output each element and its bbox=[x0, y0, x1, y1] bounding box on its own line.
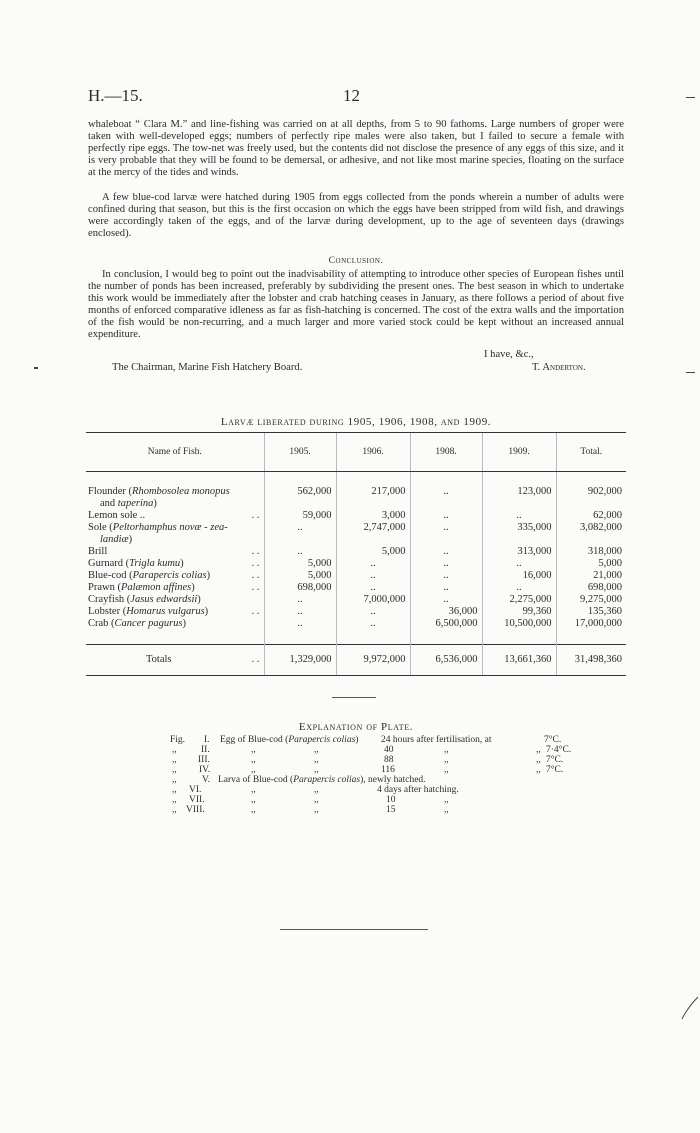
value-1905: .. bbox=[264, 606, 336, 618]
column-header: Total. bbox=[556, 433, 626, 472]
fig-timing: 88 bbox=[384, 755, 394, 765]
value-1905: .. bbox=[264, 522, 336, 546]
value-1906: 7,000,000 bbox=[336, 594, 410, 606]
value-total: 135,360 bbox=[556, 606, 626, 618]
fig-description: Larva of Blue-cod (Parapercis colias), newly hatched. bbox=[218, 775, 426, 785]
divider bbox=[280, 929, 428, 930]
larvae-table bbox=[86, 432, 626, 676]
fig-number: II. bbox=[201, 745, 210, 755]
ditto-mark: ,, bbox=[314, 785, 319, 795]
value-1906: 217,000 bbox=[336, 486, 410, 510]
value-1909: 2,275,000 bbox=[482, 594, 556, 606]
ditto-mark: ,, bbox=[314, 755, 319, 765]
value-1906: .. bbox=[336, 582, 410, 594]
fish-name: Sole (Peltorhamphus novæ - zea- landiæ) bbox=[88, 522, 228, 545]
ditto-mark: ,, bbox=[251, 755, 256, 765]
ditto-mark: ,, bbox=[251, 745, 256, 755]
fish-name: Prawn (Palæmon affines) . . bbox=[88, 582, 260, 593]
total-1906: 9,972,000 bbox=[336, 645, 410, 676]
value-total: 318,000 bbox=[556, 546, 626, 558]
ditto-mark: ,, bbox=[172, 785, 177, 795]
fig-timing: 15 bbox=[386, 805, 396, 815]
table-header-row bbox=[86, 433, 626, 472]
value-total: 62,000 bbox=[556, 510, 626, 522]
scan-mark bbox=[686, 372, 695, 373]
value-total: 17,000,000 bbox=[556, 618, 626, 630]
total-1909: 13,661,360 bbox=[482, 645, 556, 676]
fig-label: Fig. bbox=[170, 735, 186, 745]
column-header: 1908. bbox=[410, 433, 482, 472]
ditto-mark: ,, bbox=[536, 765, 541, 775]
ditto-mark: ,, bbox=[172, 745, 177, 755]
fig-timing: 10 bbox=[386, 795, 396, 805]
ditto-mark: ,, bbox=[172, 755, 177, 765]
body-paragraph: A few blue-cod larvæ were hatched during 1905 from eggs collected from the ponds wherein a number of adults were confined during that season, but this is the first occasion on which the eggs have been stripped from wild fish, and drawings were accordingly taken of the eggs, and of the larvæ during development, up to the age of seventeen days (drawings enclosed). bbox=[88, 192, 624, 240]
fish-name: Lemon sole .. . . bbox=[88, 510, 260, 521]
value-1908: .. bbox=[410, 486, 482, 510]
value-1908: .. bbox=[410, 582, 482, 594]
divider bbox=[332, 697, 376, 698]
fig-timing: 116 bbox=[381, 765, 395, 775]
fig-temperature: 7°C. bbox=[546, 765, 564, 775]
column-header: 1909. bbox=[482, 433, 556, 472]
ditto-mark: ,, bbox=[251, 805, 256, 815]
ditto-mark: ,, bbox=[251, 785, 256, 795]
page-number: 12 bbox=[343, 86, 360, 105]
column-header: Name of Fish. bbox=[86, 433, 264, 472]
value-1909: 99,360 bbox=[482, 606, 556, 618]
value-1908: 36,000 bbox=[410, 606, 482, 618]
document-series-code: H.—15. bbox=[88, 86, 143, 105]
value-total: 3,082,000 bbox=[556, 522, 626, 546]
value-1906: 5,000 bbox=[336, 546, 410, 558]
fig-description: Egg of Blue-cod (Parapercis colias) bbox=[220, 735, 359, 745]
ditto-mark: ,, bbox=[172, 775, 177, 785]
grand-total: 31,498,360 bbox=[556, 645, 626, 676]
scan-mark bbox=[686, 97, 695, 98]
total-1908: 6,536,000 bbox=[410, 645, 482, 676]
fig-number: V. bbox=[202, 775, 211, 785]
fig-temperature: 7°C. bbox=[544, 735, 562, 745]
addressee: The Chairman, Marine Fish Hatchery Board. bbox=[112, 362, 303, 373]
value-1909: .. bbox=[482, 582, 556, 594]
value-total: 698,000 bbox=[556, 582, 626, 594]
table-row bbox=[86, 546, 626, 558]
ditto-mark: ,, bbox=[314, 745, 319, 755]
ditto-mark: ,, bbox=[314, 765, 319, 775]
fig-number: III. bbox=[198, 755, 210, 765]
fish-name: Blue-cod (Parapercis colias) . . bbox=[88, 570, 260, 581]
body-paragraph: whaleboat “ Clara M.” and line-fishing was carried on at all depths, from 5 to 90 fathoms. Large numbers of groper were taken with well-developed eggs; numbers of perfectly ripe males were also taken, but I failed to secure a female with perfectly ripe eggs. The tow-net was freely used, but the contents did not disclose the presence of any eggs of this size, and it is very probable that they will be found to be demersal, or adhesive, and not like most marine species, floating on the surface at the mercy of the tides and winds. bbox=[88, 119, 624, 179]
section-heading: Conclusion. bbox=[328, 256, 384, 266]
table-title: Larvæ liberated during 1905, 1906, 1908, and 1909. bbox=[220, 416, 492, 428]
value-1906: .. bbox=[336, 618, 410, 630]
value-1906: .. bbox=[336, 558, 410, 570]
ditto-mark: ,, bbox=[444, 805, 449, 815]
value-total: 5,000 bbox=[556, 558, 626, 570]
fish-name: Lobster (Homarus vulgarus) . . bbox=[88, 606, 260, 617]
value-1905: 5,000 bbox=[264, 570, 336, 582]
totals-row bbox=[86, 645, 626, 676]
fish-name: Gurnard (Trigla kumu) . . bbox=[88, 558, 260, 569]
table-row bbox=[86, 618, 626, 630]
fig-timing: 24 hours after fertilisation, at bbox=[381, 735, 492, 745]
value-1905: 59,000 bbox=[264, 510, 336, 522]
fig-temperature: 7·4°C. bbox=[546, 745, 572, 755]
value-1909: 313,000 bbox=[482, 546, 556, 558]
fig-number: VIII. bbox=[186, 805, 205, 815]
ditto-mark: ,, bbox=[536, 745, 541, 755]
column-header: 1905. bbox=[264, 433, 336, 472]
value-total: 9,275,000 bbox=[556, 594, 626, 606]
totals-label: Totals . . bbox=[86, 645, 264, 676]
body-paragraph: In conclusion, I would beg to point out the inadvisability of attempting to introduce other species of European fishes until the number of ponds has been increased, preferably by subdividing the present ones. The best season in which to undertake this work would be immediately after the lobster and crab hatching ceases in January, as there follows a period of about five months of enforced comparative idleness as far as fish-hatching is concerned. The cost of the extra walls and the importation of the fish would be non-recurring, and a much larger and more varied stock could be kept without an increased annual expenditure. bbox=[88, 269, 624, 341]
value-1905: 562,000 bbox=[264, 486, 336, 510]
fish-name: Flounder (Rhombosolea monopus and taperina) bbox=[88, 486, 230, 509]
value-1906: 3,000 bbox=[336, 510, 410, 522]
fig-number: VI. bbox=[189, 785, 202, 795]
closing: I have, &c., bbox=[484, 349, 534, 360]
ditto-mark: ,, bbox=[172, 795, 177, 805]
value-1906: 2,747,000 bbox=[336, 522, 410, 546]
value-1909: .. bbox=[482, 558, 556, 570]
scan-mark bbox=[34, 367, 38, 369]
ditto-mark: ,, bbox=[444, 755, 449, 765]
value-1905: 698,000 bbox=[264, 582, 336, 594]
ditto-mark: ,, bbox=[314, 805, 319, 815]
value-1908: .. bbox=[410, 594, 482, 606]
value-1905: .. bbox=[264, 594, 336, 606]
value-1906: .. bbox=[336, 570, 410, 582]
ditto-mark: ,, bbox=[444, 795, 449, 805]
fig-number: VII. bbox=[189, 795, 205, 805]
fig-temperature: 7°C. bbox=[546, 755, 564, 765]
ditto-mark: ,, bbox=[444, 745, 449, 755]
value-total: 21,000 bbox=[556, 570, 626, 582]
value-1909: 335,000 bbox=[482, 522, 556, 546]
fig-number: IV. bbox=[199, 765, 211, 775]
value-1905: .. bbox=[264, 546, 336, 558]
fish-name: Crab (Cancer pagurus) bbox=[88, 618, 187, 629]
table-row bbox=[86, 510, 626, 522]
value-1908: .. bbox=[410, 558, 482, 570]
value-1908: .. bbox=[410, 522, 482, 546]
table-row bbox=[86, 486, 626, 510]
value-1908: .. bbox=[410, 546, 482, 558]
ditto-mark: ,, bbox=[444, 765, 449, 775]
table-row bbox=[86, 594, 626, 606]
table-row bbox=[86, 582, 626, 594]
total-1905: 1,329,000 bbox=[264, 645, 336, 676]
value-1909: 10,500,000 bbox=[482, 618, 556, 630]
value-1909: .. bbox=[482, 510, 556, 522]
table-row bbox=[86, 558, 626, 570]
scan-mark bbox=[680, 995, 700, 1021]
value-1906: .. bbox=[336, 606, 410, 618]
value-1909: 16,000 bbox=[482, 570, 556, 582]
table-row bbox=[86, 606, 626, 618]
fish-name: Crayfish (Jasus edwardsii) bbox=[88, 594, 201, 605]
ditto-mark: ,, bbox=[251, 765, 256, 775]
value-1905: .. bbox=[264, 618, 336, 630]
ditto-mark: ,, bbox=[314, 795, 319, 805]
value-1908: .. bbox=[410, 570, 482, 582]
value-1908: .. bbox=[410, 510, 482, 522]
value-1905: 5,000 bbox=[264, 558, 336, 570]
fig-timing: 40 bbox=[384, 745, 394, 755]
ditto-mark: ,, bbox=[172, 805, 177, 815]
value-total: 902,000 bbox=[556, 486, 626, 510]
ditto-mark: ,, bbox=[251, 795, 256, 805]
table-row bbox=[86, 522, 626, 546]
value-1909: 123,000 bbox=[482, 486, 556, 510]
table-row bbox=[86, 570, 626, 582]
fig-timing: 4 days after hatching. bbox=[377, 785, 459, 795]
fish-name: Brill . . bbox=[88, 546, 260, 557]
column-header: 1906. bbox=[336, 433, 410, 472]
ditto-mark: ,, bbox=[536, 755, 541, 765]
plate-explanation-title: Explanation of Plate. bbox=[298, 721, 414, 733]
fig-number: I. bbox=[204, 735, 210, 745]
signature: T. Anderton. bbox=[532, 362, 586, 373]
ditto-mark: ,, bbox=[172, 765, 177, 775]
value-1908: 6,500,000 bbox=[410, 618, 482, 630]
